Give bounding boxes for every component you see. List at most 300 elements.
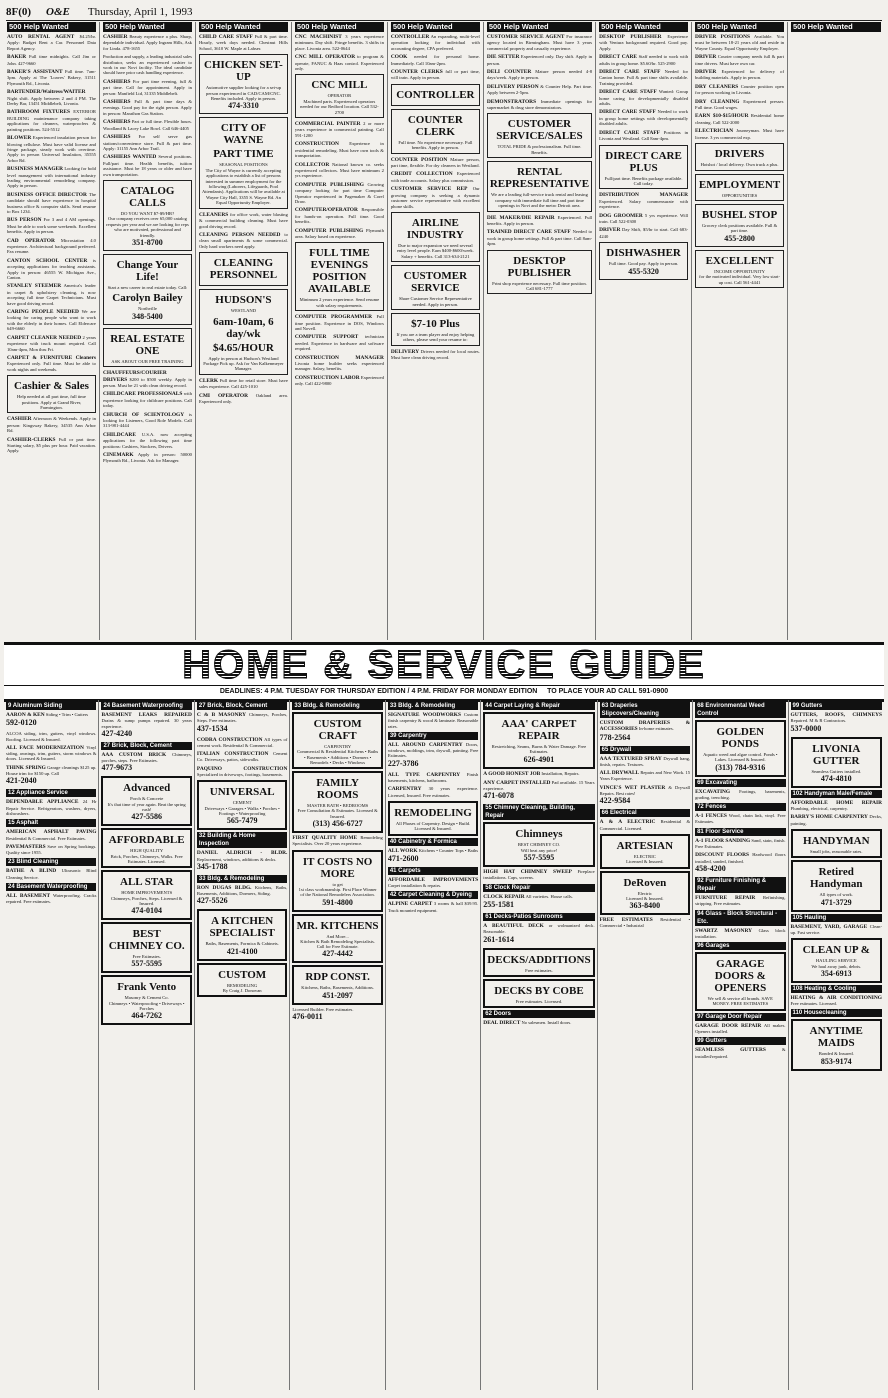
display-title: AAA' CARPET REPAIR (501, 718, 577, 742)
listing-text: Chimneys, Porches, Steps. Free estimates. (196, 712, 288, 724)
service-display-ad (101, 828, 191, 868)
display-title: UNIVERSAL (209, 786, 275, 799)
service-listing (600, 770, 690, 782)
listing-title: VINCE'S WET PLASTER (599, 784, 666, 791)
box-subtitle: PART TIME (213, 148, 274, 161)
classified-ad (7, 283, 96, 306)
service-display-ad (101, 922, 191, 973)
ad-body: Our growing company is seeking a dynamic customer service representative with excellent phone skills. (390, 186, 480, 209)
listing-title: HEATING & AIR CONDITIONING (790, 994, 882, 1001)
ad-heading: DESKTOP PUBLISHER (599, 34, 662, 40)
listing-title: AARON & KEN (6, 712, 45, 718)
ad-heading: COMMERCIAL PAINTER (294, 121, 361, 128)
service-category: 58 Clock Repair (483, 884, 594, 892)
section-header: 500 Help Wanted (7, 22, 96, 32)
ad-heading: COUNTER CLERKS (390, 69, 443, 76)
ad-heading: CHILDCARE PROFESSIONALS (102, 391, 183, 398)
display-title: ALL STAR (120, 876, 174, 889)
place-ad-text: TO PLACE YOUR AD CALL 591-0900 (547, 688, 669, 695)
service-category: 63 Draperies Slipcovers/Cleaning (600, 702, 690, 718)
display-text: 1st class workmanship. First Place Winner of the National Remodelers Association. (298, 886, 377, 898)
display-title: CUSTOM (218, 968, 267, 981)
listing-text: Pad available. 15 Years experience. (483, 779, 595, 792)
display-phone: 354-6913 (820, 968, 852, 978)
hudsons-westland-ad (199, 289, 288, 375)
ad-heading: CREDIT COLLECTION (390, 171, 453, 178)
classified-ad (199, 378, 288, 390)
classified-ad (199, 212, 288, 229)
listing-text: Replacement, windows, additions & decks. (196, 856, 277, 862)
home-service-guide-banner (4, 642, 884, 702)
ad-heading: AUTO RENTAL AGENT (7, 34, 75, 40)
guide-title: HOME & SERVICE GUIDE (4, 645, 884, 685)
box-phone: 351-8700 (132, 237, 163, 247)
ad-heading: DIE MAKER/DIE REPAIR (486, 214, 555, 221)
listing-title: ALL BASEMENT (6, 893, 51, 900)
ad-body: For insurance agency located in Birmingham. Must have 3 years commercial property and casualty experience. (486, 34, 593, 51)
service-listing (101, 712, 191, 739)
ad-body: Experienced only. Call 422-9800 (294, 374, 384, 387)
listing-text: In-home estimates. (638, 726, 674, 732)
service-listing (6, 829, 96, 841)
ad-heading: CARING PEOPLE NEEDED (7, 309, 79, 316)
box-title: CONTROLLER (396, 88, 475, 101)
box-phone: 348-5400 (132, 311, 163, 321)
ad-body: is accepting applications for teaching assistants. Apply in person: 46555 W. Michigan Ave., Canton. (7, 257, 96, 281)
service-listing (6, 731, 96, 742)
listing-title: FURNITURE REPAIR (695, 894, 756, 901)
listing-phone: 255-1581 (483, 899, 514, 909)
display-text: Commercial & Residential Kitchens • Baths • Basements • Additions • Dormers • Remodels • Decks • Windows (297, 749, 379, 765)
ad-heading: COUNTER POSITION (390, 156, 448, 163)
box-title: CUSTOMER SERVICE (403, 270, 468, 295)
ad-heading: CINEMARK (102, 452, 134, 459)
ad-heading: COMPUTER PROGRAMMER (294, 314, 373, 321)
listing-title: DEAL DIRECT (483, 1020, 521, 1027)
listing-text: Refinishing, stripping. Free estimates. (695, 894, 786, 907)
help-wanted-section (4, 22, 884, 640)
display-title: RDP CONST. (305, 971, 370, 984)
customer-service-sales-ad (487, 113, 592, 158)
listing-text: Garage cleanings $125 up. House trim for $150 up. Call (6, 764, 97, 777)
service-listing (6, 712, 96, 728)
listing-phone: 778-2564 (599, 732, 631, 742)
excellent-income-ad (695, 250, 784, 288)
classified-ad (199, 232, 288, 249)
box-text: Grocery clerk positions available. Full & part time. (701, 222, 778, 234)
listing-phone: 345-1788 (196, 861, 228, 871)
ad-body: Full & part time days & evenings. Good pay for the right person. Apply in person: Marathon Gas Station. (102, 99, 192, 116)
service-column (598, 700, 693, 1390)
ad-heading: CUSTOMER SERVICE AGENT (486, 34, 565, 40)
classified-column (692, 22, 788, 640)
service-display-ad (483, 712, 594, 769)
listing-text: Clean-up. Fast service. (790, 923, 882, 935)
service-category: 24 Basement Waterproofing (101, 702, 191, 710)
display-text: Seamless Gutters installed. (811, 768, 862, 774)
ad-heading: CONSTRUCTION LABOR (294, 374, 360, 381)
service-display-ad (292, 965, 382, 1004)
listing-title: CUSTOM DRAPERIES & ACCESSORIES (599, 720, 691, 733)
ad-body: The candidate should have experience in hospital business office & computer skills. Send resume to Box 1234. (7, 191, 96, 214)
service-listing (791, 924, 882, 936)
ad-heading: CNC MACHINIST (294, 34, 342, 40)
box-title: CNC MILL (311, 79, 368, 92)
cleaning-personnel-ad (199, 252, 288, 286)
ad-body: Experience in residential remodeling. Must have own tools & transportation. (294, 141, 384, 159)
display-title: LIVONIA GUTTER (812, 742, 861, 767)
box-text: TOTAL PRIDE & professionalism. Full time. Benefits. (497, 144, 582, 155)
customer-service-ad (391, 265, 480, 310)
ad-body: Experienced only. Full time. Must be able to work nights and weekends. (7, 361, 96, 372)
listing-title: BATHE A BLIND (6, 868, 57, 875)
service-listing (791, 712, 882, 734)
box-subtitle: INCOME OPPORTUNITY (714, 268, 765, 274)
service-column (481, 700, 597, 1390)
listing-title: ALL TYPE CARPENTRY (387, 771, 461, 778)
listing-text: Chimneys, porches, steps. Free Estimates. (101, 751, 192, 764)
listing-text: Vinyl siding, awnings, trim, gutters, storm windows & doors. Licensed & Insured. (6, 744, 97, 762)
listing-title: AFFORDABLE IMPROVEMENTS (387, 876, 479, 883)
cnc-mill-operator-ad (295, 74, 384, 118)
ad-body: Day Shift, $5/hr to start. Call 683-4240 (599, 227, 689, 239)
service-listing (197, 712, 287, 734)
ad-body: Needed to work in group home settings. Full & part time. Call 8am-4pm. (486, 229, 593, 247)
listing-title: HIGH HAT CHIMNEY SWEEP (483, 869, 572, 876)
service-listing (6, 868, 96, 880)
box-title: DIRECT CARE PLUS (605, 149, 682, 174)
listing-text: Cement Co. Driveways, patios, sidewalks. (196, 751, 288, 763)
service-display-ad (292, 712, 382, 769)
classified-ad (599, 54, 688, 66)
classified-ad (599, 34, 688, 51)
classified-ad (391, 171, 480, 183)
box-title: EMPLOYMENT (698, 178, 781, 191)
box-text: Machined parts. Experienced operators needed for our Redford location. Call 532-2700 (300, 98, 379, 115)
dishwasher-ad (599, 242, 688, 279)
listing-text: Hardwood floors installed, sanded, finished. (695, 852, 786, 864)
ad-body: Mature person, part time, flexible. For dry cleaners in Westland. (390, 156, 480, 169)
display-phone: 474-0104 (131, 906, 163, 916)
ad-body: Full & part time. Hourly, week days needed. Chestnut Hills School, 3610 W. Maple at Lahser. (198, 34, 288, 51)
service-category: 40 Cabinetry & Formica (388, 838, 478, 846)
ad-heading: CASHIER (102, 34, 128, 40)
ad-heading: COMPUTER PUBLISHING (294, 227, 364, 234)
listing-text: 24 Hr Repair Service. Refrigerators, washers, dryers, dishwashers. (6, 799, 97, 816)
listing-text: Footings, basements, grading, trenching. (695, 788, 786, 800)
display-title: Advanced (123, 782, 171, 795)
classified-ad (487, 99, 592, 111)
box-title: CATALOG CALLS (120, 184, 175, 209)
ad-heading: COOK (390, 54, 408, 61)
display-phone: 451-2097 (322, 990, 353, 1000)
ad-heading: DIRECT CARE (599, 54, 638, 61)
service-display-ad (101, 975, 191, 1025)
ad-body: U.S.A. now accepting applications for the following part time positions: Cashiers, Stockers, Drivers. (102, 431, 192, 449)
listing-text: Installation, Repairs. (541, 770, 580, 776)
ad-body: Journeyman. Must have license. 3 yrs commercial exp. (695, 128, 785, 140)
classified-ad (295, 162, 384, 179)
classified-ad (391, 34, 480, 51)
ad-heading: TRAINED DIRECT CARE STAFF (486, 229, 571, 236)
section-header: 500 Help Wanted (599, 22, 688, 32)
service-listing (388, 877, 478, 889)
classified-ad (103, 391, 192, 408)
classified-column (292, 22, 388, 640)
display-text: Free estimates. (525, 967, 553, 973)
classified-ad (7, 69, 96, 86)
airline-industry-ad (391, 212, 480, 262)
listing-title: RON DUGAS BLDG. (196, 884, 252, 891)
ad-body: full or part time, will train. Apply in person. (390, 69, 480, 81)
service-column (693, 700, 788, 1390)
ad-heading: CASHIER-CLERKS (7, 436, 56, 443)
listing-phone: 227-3786 (387, 758, 419, 768)
display-title: DeRoven (623, 876, 667, 889)
listing-title: SIGNATURE WOODWORKS (387, 712, 461, 718)
service-category: 33 Bldg. & Remodeling (292, 702, 382, 710)
display-phone: 557-5595 (131, 959, 163, 969)
listing-text: Siding • Trim • Gutters (45, 712, 89, 717)
ad-heading: CASHIERS (102, 78, 131, 85)
ad-heading: DIRECT CARE STAFF (599, 129, 660, 136)
classified-ad (103, 79, 192, 96)
service-category: 27 Brick, Block, Cement (197, 702, 287, 710)
classified-ad (487, 84, 592, 96)
ad-heading: CONTROLLER (390, 34, 430, 40)
display-phone: 421-4100 (226, 946, 258, 956)
listing-phone: 476-0011 (292, 1012, 323, 1022)
classified-column (100, 22, 196, 640)
service-display-ad (791, 938, 882, 983)
ad-body: America's leader in carpet & upholstery cleaning, is now accepting full time Carpet Technicians. Must have good driving record. (7, 283, 96, 306)
display-phone: (313) 784-9316 (715, 762, 766, 772)
ad-heading: DISTRIBUTION MANAGER (599, 192, 689, 199)
listing-title: CODRA CONSTRUCTION (196, 736, 263, 743)
service-category: 108 Heating & Cooling (791, 985, 882, 993)
classified-ad (7, 309, 96, 332)
service-listing (483, 1020, 594, 1026)
display-subtitle: HOME IMPROVEMENTS (121, 890, 173, 896)
rental-representative-ad (487, 161, 592, 211)
display-subtitle: Electric (637, 890, 652, 896)
ad-heading: COMPUTER/OPERATOR (294, 207, 358, 214)
service-listing (388, 772, 478, 784)
ad-heading: BATHROOM FIXTURES (7, 109, 70, 116)
deadline-text: DEADLINES: 4 P.M. TUESDAY FOR THURSDAY EDITION / 4 P.M. FRIDAY FOR MONDAY EDITION (219, 688, 538, 695)
listing-phone: 427-4240 (101, 728, 133, 738)
ad-body: & Counter Help. Part time. Apply between 2-5pm. (486, 83, 593, 96)
display-title: DECKS/ADDITIONS (487, 953, 591, 966)
service-display-ad (791, 737, 882, 788)
ad-heading: BUSINESS MANAGER (7, 166, 64, 173)
service-listing (6, 765, 96, 787)
service-category: 32 Building & Home Inspection (197, 832, 287, 848)
service-display-ad (101, 776, 191, 826)
display-subtitle: Porch & Concrete (130, 796, 164, 802)
ad-body: Experienced with trade accounts. Salary plus commission. (390, 171, 480, 183)
listing-title: AFFORDABLE HOME REPAIR (790, 799, 882, 806)
listing-text: Fireplace installations. Caps, screens. (483, 869, 595, 881)
listing-text: ALCOA siding, trim, gutters, vinyl windows. Roofing. Licensed & Insured. (6, 731, 97, 742)
display-text: Aquatic weed and algae control. Ponds • Lakes. Licensed & Insured. (703, 752, 778, 763)
display-phone: 363-8400 (629, 901, 661, 911)
service-category: 68 Environmental Weed Control (695, 702, 785, 718)
ad-heading: CLERK (198, 377, 219, 384)
listing-text: Carpet installation & repairs. (387, 883, 442, 889)
listing-title: GUTTERS, ROOFS, CHIMNEYS (790, 712, 882, 718)
service-category: 27 Brick, Block, Cement (101, 742, 191, 750)
service-listing (197, 850, 287, 872)
box-phone: 455-5320 (628, 266, 659, 276)
listing-text: Custom finish carpentry & wood & laminate. Reasonable rates. (387, 712, 479, 729)
listing-text: All makes. Openers installed. (695, 1022, 786, 1035)
display-title: Frank Vento (117, 981, 177, 994)
service-category: 9 Aluminum Siding (6, 702, 96, 710)
service-display-ad (197, 963, 287, 998)
listing-title: AAA TEXTURED SPRAY (599, 755, 662, 762)
listing-phone: 471-6078 (483, 791, 514, 801)
home-service-guide-section (4, 700, 884, 1390)
listing-title: PAQUINO CONSTRUCTION (196, 765, 288, 772)
service-display-ad (695, 952, 785, 1011)
service-listing (600, 917, 690, 929)
service-category: 23 Blind Cleaning (6, 858, 96, 866)
service-category: 92 Furniture Finishing & Repair (695, 877, 785, 893)
publication-name: O&E (46, 6, 70, 18)
listing-phone: 592-0120 (6, 718, 37, 728)
seven-to-ten-plus-ad (391, 313, 480, 346)
display-phone: 474-4810 (820, 773, 852, 783)
service-listing (197, 737, 287, 749)
full-time-evenings-ad (295, 242, 384, 311)
ad-body: for office work, water blasting & commercial building cleaning. Must have good driving record. (198, 211, 288, 229)
service-listing (600, 785, 690, 807)
ad-body: For 3 and 4 AM openings. Must be able to work some weekends. Excellent benefits. Apply in person. (7, 217, 96, 235)
display-phone: 565-7479 (226, 816, 258, 826)
listing-title: THINK SPRING (6, 764, 46, 771)
service-listing (695, 1047, 785, 1059)
service-display-ad (388, 801, 478, 836)
classified-ad (295, 228, 384, 240)
ad-heading: DRIVER (599, 227, 621, 234)
section-header: 500 Help Wanted (695, 22, 784, 32)
display-text: Chimneys, Porches, Steps. Licensed & Insured. (111, 895, 183, 906)
box-text: Help needed at all part time, full time positions. Apply at Grand River, Farmington. (17, 394, 86, 410)
service-listing (600, 756, 690, 768)
display-title: ANYTIME MAIDS (809, 1025, 863, 1050)
display-subtitle: CEMENT (232, 800, 252, 806)
display-text: Bonded & Insured. (818, 1051, 854, 1057)
ad-body: For part time evening, full & part time. Call for appointment. Apply in person: Manfield Ltd, 31335 Middlebelt. (102, 78, 192, 96)
ad-heading: CAD OPERATOR (7, 237, 55, 244)
listing-title: A GOOD HONEST JOB (483, 770, 541, 777)
classified-ad (7, 54, 96, 66)
display-title: GARAGE DOORS & OPENERS (714, 958, 767, 995)
display-text: Brick, Porches, Chimneys, Walks. Free Estimates. Licensed. (110, 853, 183, 864)
ad-body: Full time for retail store. Must have sales experience. Call 425-1010 (198, 377, 288, 390)
service-listing (695, 895, 785, 907)
ad-heading: DELIVERY PERSON (486, 83, 539, 90)
display-text: Free Consultation & Estimates. Licensed & Insured. (297, 808, 378, 819)
ad-heading: DIE SETTER (486, 54, 520, 61)
listing-title: ANY CARPET INSTALLED (483, 779, 551, 786)
classified-ad (295, 121, 384, 138)
display-text: Free Estimates. (132, 954, 161, 960)
ad-body: 2 years experience with truck mount required. Call 10am-4pm, Mon thru Fri. (7, 334, 96, 352)
listing-text: Drywall hang, finish, repairs. Textures. (599, 755, 691, 767)
classified-ad (7, 192, 96, 215)
ad-body: Microstation 4.0 experience. Architectural background preferred. Fax resume. (7, 237, 96, 255)
service-listing (695, 928, 785, 940)
display-phone: 557-5595 (523, 853, 555, 863)
service-listing (695, 852, 785, 874)
listing-phone: 477-9673 (101, 763, 133, 773)
box-text: Apply in person at Hudson's Westland Package Pick up. Ask for Van Kalkenmeyer Manager. (203, 355, 284, 372)
service-listing (388, 848, 478, 864)
listing-title: BASEMENT, YARD, GARAGE (790, 923, 868, 930)
ad-body: Wanted: Group home caring for developmentally disabled adults. (599, 89, 689, 107)
classified-ad (391, 157, 480, 169)
box-subtitle: DO YOU WANT $7-$9/HR? (120, 210, 175, 216)
box-hours: 6am-10am, 6 day/wk (213, 315, 274, 340)
display-subtitle: HAULING SERVICE (815, 958, 857, 964)
classified-column (596, 22, 692, 640)
listing-phone: 422-9584 (599, 796, 631, 806)
classified-ad (391, 54, 480, 66)
service-category: 15 Asphalt (6, 819, 96, 827)
service-listing (695, 838, 785, 850)
display-subtitle: BEST CHIMNEY CO. (517, 842, 561, 848)
ad-heading: CHILDCARE (102, 431, 136, 438)
listing-title: A-1 FENCES (695, 813, 727, 820)
ad-body: Experienced. Salary commensurate with experience. (599, 198, 689, 210)
ad-body: is looking for Listeners, Good Role Models. Call 313-981-4444 (102, 411, 192, 429)
classified-ad (695, 128, 784, 140)
service-category: 44 Carpet Laying & Repair (483, 702, 594, 710)
listing-phone: 537-0000 (790, 723, 822, 733)
ad-body: Livonia home builder seeks experienced manager. Salary, benefits. (294, 361, 384, 372)
display-text: All Phases of Carpentry. Design • Build. Licensed & Insured. (395, 820, 471, 832)
ad-body: Residential home cleaning. Call 522-2000 (695, 113, 785, 125)
listing-phone: 261-1614 (483, 934, 514, 944)
ad-body: to program & operate, FANUC & Haas control. Experienced only. (294, 54, 384, 72)
display-text: Chimneys • Waterproofing • Driveways • Porches (108, 1000, 185, 1012)
ad-body: Experienced insulation person for blowing cellulose. Must have valid license and fringe package, steady work with overtime. Apply in person Universal Insulation, 35555 Arbor Rd. (7, 135, 96, 163)
box-text: The City of Wayne is currently accepting applications to establish a list of persons interested in summer employment for the following (Laborers, Lifeguards, Pool Attendants). Applications will be available at Wayne City Hall, 3355 S. Wayne Rd. An Equal Opportunity Employer. (201, 167, 285, 206)
display-title: ARTESIAN (616, 839, 674, 852)
listing-title: ALL FACE MODERNIZATION (6, 744, 84, 751)
ad-body: Experienced only. Day shift. Apply in person. (486, 54, 593, 66)
listing-text: or wolmanized deck. Reasonable. (483, 922, 595, 935)
listing-text: Waterproofing. Cracks repaired. Free estimates. (6, 893, 97, 905)
service-display-ad (695, 720, 785, 777)
service-display-ad (791, 829, 882, 858)
box-phone: 455-2800 (724, 233, 755, 243)
classified-ad (103, 34, 192, 51)
service-listing (388, 712, 478, 729)
service-category: 94 Glass - Block Structural - Etc. (695, 910, 785, 926)
classified-ad (295, 375, 384, 387)
classified-ad (599, 89, 688, 106)
ad-body: to clean small apartments & some commercial. Only hard workers need apply. (198, 231, 288, 249)
service-category: 55 Chimney Cleaning, Building, Repair (483, 804, 594, 820)
service-listing (600, 720, 690, 743)
service-listing (388, 786, 478, 798)
service-display-ad (791, 1019, 882, 1070)
classified-ad (487, 54, 592, 66)
classified-ad (7, 166, 96, 189)
